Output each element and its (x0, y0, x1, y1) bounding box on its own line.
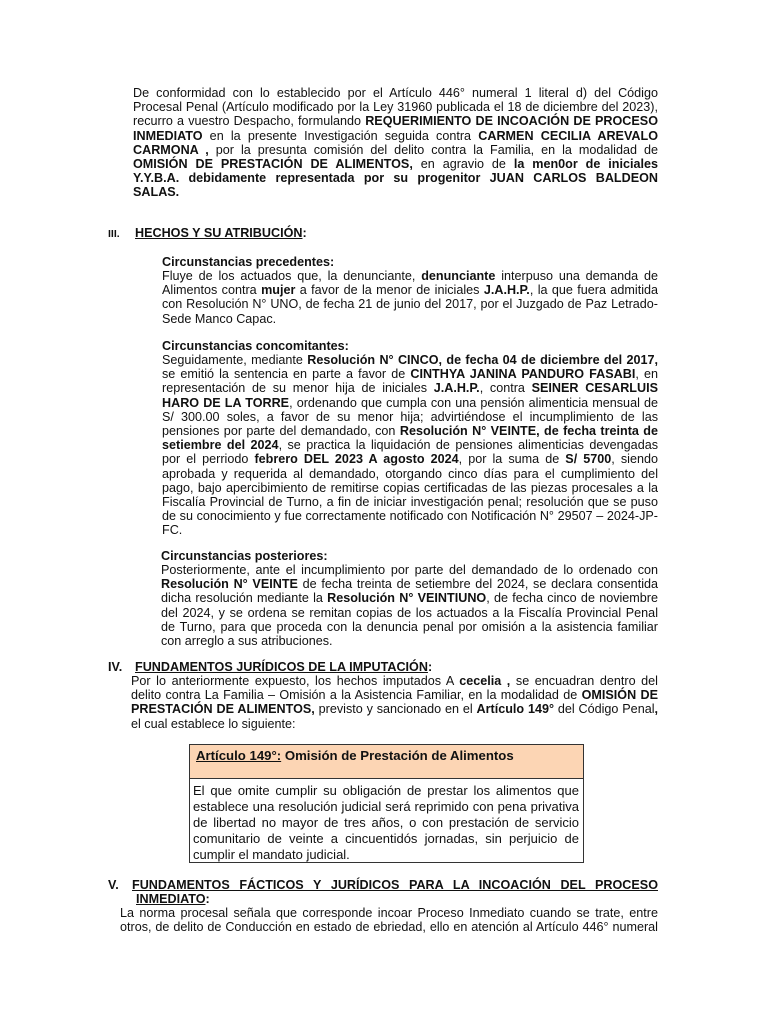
section-4-text-5: el cual establece lo siguiente: (131, 716, 296, 731)
section-4-text-1: Por lo anteriormente expuesto, los hechos imputados A (131, 674, 460, 688)
concomitantes-text-1: Seguidamente, mediante (162, 353, 308, 367)
concomitantes-text-7: , por la suma de (458, 452, 566, 467)
section-4-bold-1: cecelia , (459, 674, 511, 688)
section-4-text-3: previsto y sancionado en el (314, 702, 477, 717)
concomitantes-text-3: , en representación de su menor hija de iniciales (162, 367, 658, 396)
article-149-label: Artículo 149°: (196, 748, 282, 763)
intro-text-4: en agravio de (412, 157, 514, 172)
section-4-colon: : (427, 660, 433, 674)
precedentes-text-1: Fluye de los actuados que, la denunciante, (162, 269, 422, 283)
section-5-title-line-2: INMEDIATO (136, 892, 206, 907)
section-4-text-2: se encuadran dentro del delito contra La Familia – Omisión a la Asistencia Familiar, en la modalidad de (131, 674, 658, 703)
section-5-colon: : (205, 892, 210, 907)
concomitantes-text-6: , se practica la liquidación de pensiones alimenticias devengadas por el perriodo (162, 438, 658, 467)
precedentes-text-2: interpuso una demanda de Alimentos contra (162, 269, 658, 298)
concomitantes-bold-2: CINTHYA JANINA PANDURO FASABI (410, 367, 636, 382)
concomitantes-bold-4: SEINER CESARLUIS HARO DE LA TORRE (162, 381, 658, 410)
precedentes-bold-2: mujer (261, 283, 296, 298)
precedentes-paragraph (162, 269, 658, 326)
precedentes-text-3: a favor de la menor de iniciales (295, 283, 484, 298)
article-149-header (190, 745, 583, 779)
posteriores-text-3: , de fecha cinco de noviembre del 2024, y se ordena se remitan copias de los actuados a la Fiscalía Provincial Penal de Turno, para que proceda con la denuncia penal por omisión a la asistencia familiar con arreglo a sus atribuciones. (161, 591, 658, 649)
section-5-paragraph: La norma procesal señala que corresponde incoar Proceso Inmediato cuando se trate, entre otros, de delito de Conducción en estado de ebriedad, ello en atención al Artículo 446° numeral (120, 906, 658, 935)
intro-paragraph (133, 86, 658, 200)
section-3-number: III. (108, 228, 120, 240)
posteriores-text-1: Posteriormente, ante el incumplimiento por parte del demandado de lo ordenado con (161, 563, 658, 577)
article-149-box (189, 744, 584, 863)
article-149-title: Omisión de Prestación de Alimentos (281, 748, 514, 763)
concomitantes-bold-7: S/ 5700 (565, 452, 612, 467)
section-4-number: IV. (108, 660, 123, 674)
concomitantes-bold-5: Resolución N° VEINTE, de fecha treinta de setiembre del 2024 (162, 424, 658, 453)
intro-text-3: por la presunta comisión del delito contra la Familia, en la modalidad de (208, 142, 658, 157)
intro-bold-imputada: CARMEN CECILIA AREVALO CARMONA , (133, 128, 658, 157)
section-3-heading (135, 226, 307, 240)
intro-text-2: en la presente Investigación seguida contra (202, 128, 479, 143)
concomitantes-bold-3: J.A.H.P. (433, 381, 480, 396)
concomitantes-bold-6: febrero DEL 2023 A agosto 2024 (254, 452, 459, 467)
concomitantes-bold-1: Resolución N° CINCO, de fecha 04 de diciembre del 2017, (307, 353, 658, 367)
precedentes-bold-3: J.A.H.P. (483, 283, 530, 298)
section-4-title: FUNDAMENTOS JURÍDICOS DE LA IMPUTACIÓN (135, 660, 428, 674)
concomitantes-title: Circunstancias concomitantes: (162, 339, 349, 353)
precedentes-bold-1: denunciante (421, 269, 496, 283)
posteriores-bold-2: Resolución N° VEINTIUNO (327, 591, 487, 606)
intro-bold-agraviada: la men0or de iniciales Y.Y.B.A. debidamente representada por su progenitor JUAN CARLOS BALDEON SALAS. (133, 157, 658, 200)
intro-bold-requerimiento: REQUERIMIENTO DE INCOACIÓN DE PROCESO INMEDIATO (133, 114, 658, 143)
concomitantes-paragraph (162, 353, 658, 538)
precedentes-title: Circunstancias precedentes: (162, 255, 335, 269)
posteriores-title: Circunstancias posteriores: (161, 549, 328, 563)
concomitantes-text-2: se emitió la sentencia en parte a favor de (162, 367, 411, 382)
section-4-bold-4: , (654, 702, 658, 717)
posteriores-text-2: de fecha treinta de setiembre del 2024, se declara consentida dicha resolución mediante la (161, 577, 658, 606)
concomitantes-text-8: , siendo aprobada y requerida al demandado, otorgando cinco días para el cumplimiento del pago, bajo apercibimiento de remitirse copias certificadas de las piezas procesales a la Fiscalía Provincial de Turno, a fin de iniciar investigación penal; resolución que se puso de su conocimiento y fue correctamente notificado con Notificación N° 29507 – 2024-JP-FC. (162, 452, 658, 538)
section-5-title-line-2-wrap (132, 892, 658, 906)
section-4-paragraph (131, 674, 658, 731)
section-5-title-line-1: FUNDAMENTOS FÁCTICOS Y JURÍDICOS PARA LA INCOACIÓN DEL PROCESO (132, 878, 658, 892)
section-3-title: HECHOS Y SU ATRIBUCIÓN (135, 226, 303, 240)
section-4-bold-2: OMISIÓN DE PRESTACIÓN DE ALIMENTOS, (131, 688, 658, 717)
section-4-text-4: del Código Penal (554, 702, 655, 717)
posteriores-paragraph (161, 563, 658, 648)
concomitantes-text-4: , contra (479, 381, 532, 396)
intro-text-1: De conformidad con lo establecido por el Artículo 446° numeral 1 literal d) del Código Procesal Penal (Artículo modificado por la Ley 31960 publicada el 18 de diciembre del 2023), recurro a vuestro Despacho, formulando (133, 86, 658, 129)
section-3-colon: : (302, 226, 307, 240)
section-5-number: V. (108, 878, 119, 892)
precedentes-text-4: , la que fuera admitida con Resolución N° UNO, de fecha 21 de junio del 2017, por el Juzgado de Paz Letrado- Sede Manco Capac. (162, 283, 658, 326)
posteriores-bold-1: Resolución N° VEINTE (161, 577, 298, 592)
article-149-body: El que omite cumplir su obligación de prestar los alimentos que establece una resolución judicial será reprimido con pena privativa de libertad no mayor de tres años, o con prestación de servicio comunitario de veinte a cincuentidós jornadas, sin perjuicio de cumplir el mandato judicial. (193, 783, 579, 862)
section-4-heading (135, 660, 432, 674)
concomitantes-text-5: , ordenando que cumpla con una pensión alimenticia mensual de S/ 300.00 soles, a favor de su menor hija; advirtiéndose el incumplimiento de las pensiones por parte del demandado, con (162, 395, 658, 439)
section-5-heading (132, 878, 658, 906)
intro-bold-delito: OMISIÓN DE PRESTACIÓN DE ALIMENTOS, (133, 157, 413, 172)
section-4-bold-3: Artículo 149° (476, 702, 555, 717)
